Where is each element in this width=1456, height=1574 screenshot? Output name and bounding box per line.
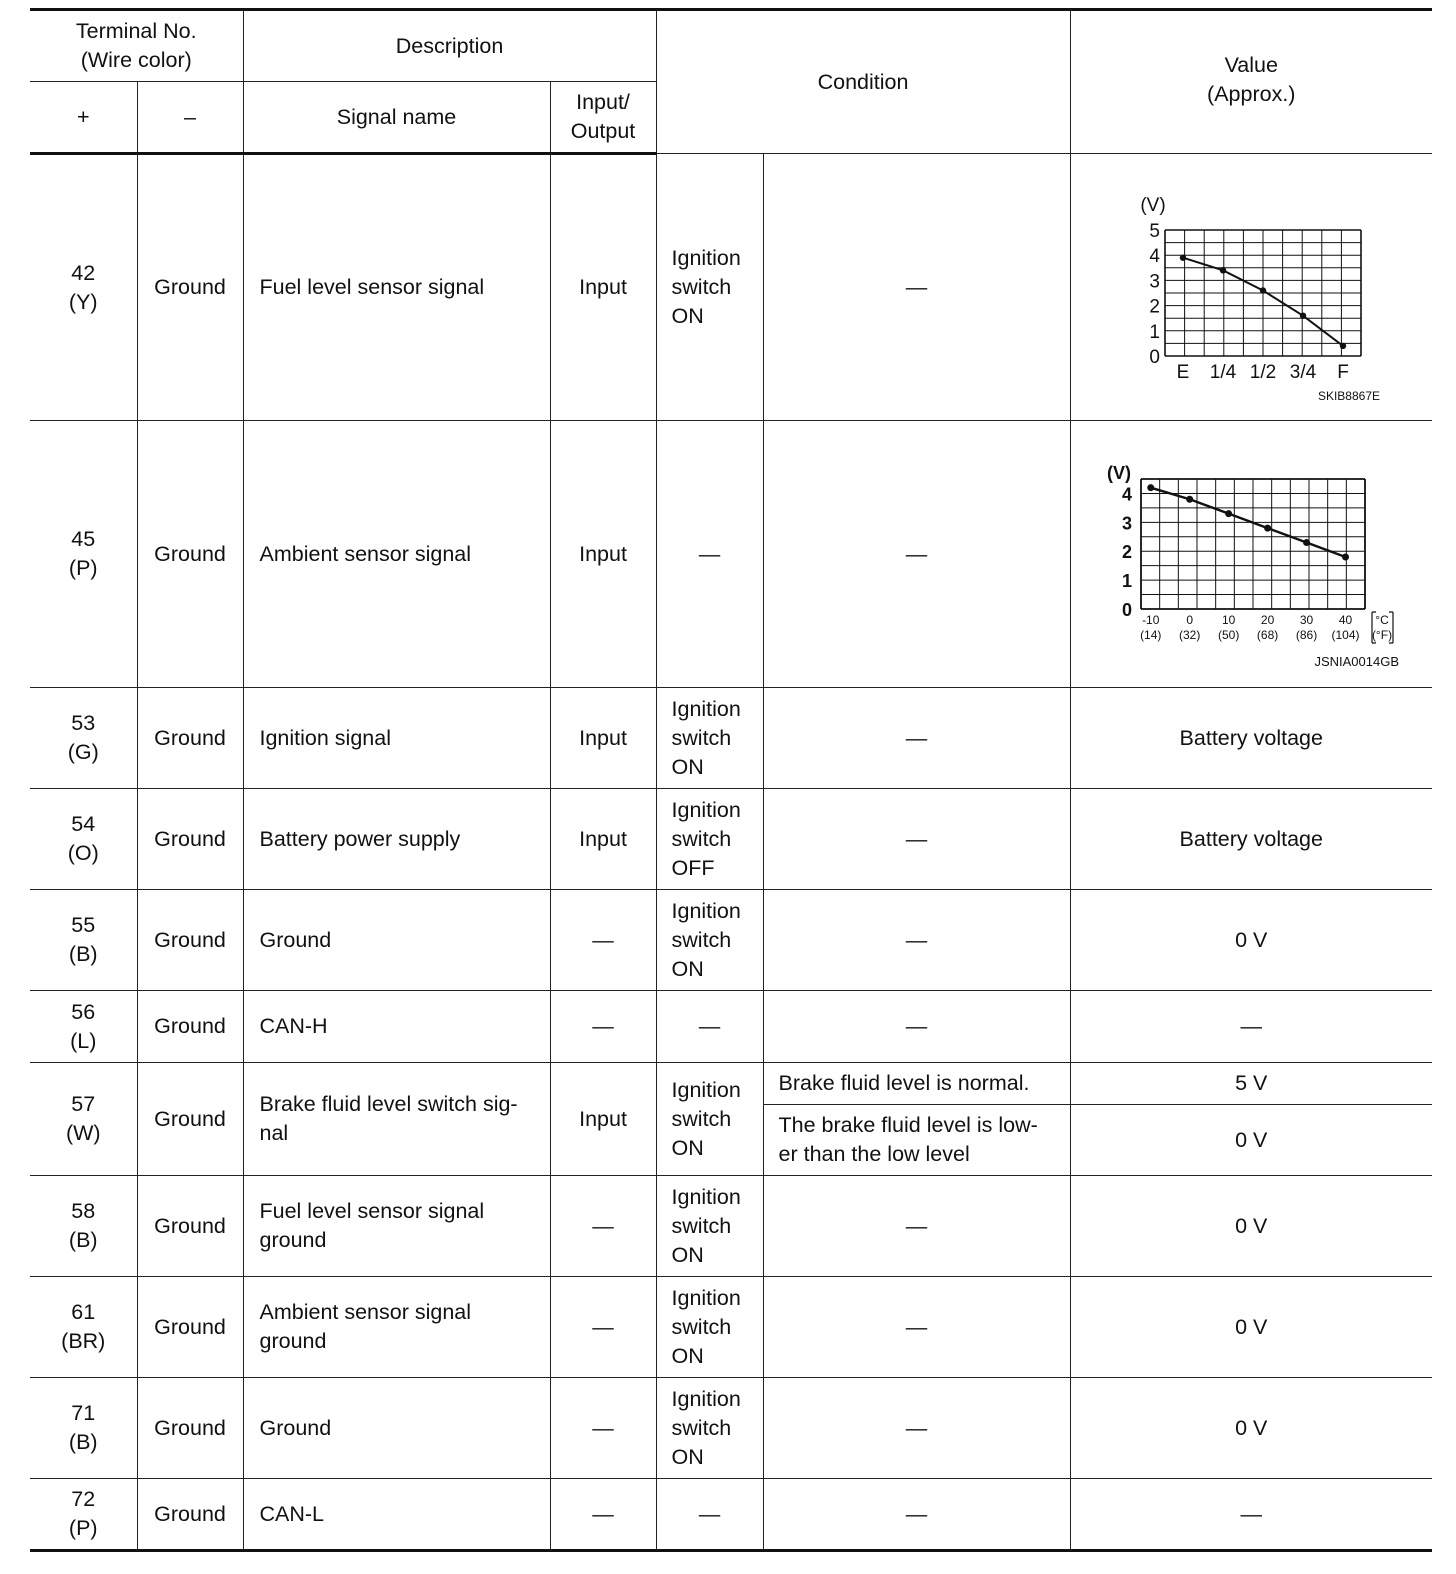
x-tick-label: 1/2 bbox=[1250, 362, 1277, 383]
switch-cell: — bbox=[656, 421, 763, 688]
io-cell: — bbox=[550, 1277, 656, 1378]
figure-code: SKIB8867E bbox=[1318, 389, 1381, 403]
terminal-cell: 54 (O) bbox=[30, 789, 137, 890]
data-point bbox=[1340, 343, 1346, 349]
switch-cell: Ignition switch ON bbox=[656, 1063, 763, 1176]
value-cell: — bbox=[1070, 1479, 1432, 1551]
figure-code: JSNIA0014GB bbox=[1314, 654, 1400, 669]
header-minus: – bbox=[137, 82, 243, 154]
value-cell: Battery voltage bbox=[1070, 789, 1432, 890]
data-point bbox=[1342, 554, 1349, 561]
x-tick-label: 30 bbox=[1300, 613, 1314, 627]
terminal-cell: 56 (L) bbox=[30, 991, 137, 1063]
switch-cell: — bbox=[656, 991, 763, 1063]
x-tick-label: 20 bbox=[1261, 613, 1275, 627]
x-tick-label-f: (68) bbox=[1257, 628, 1279, 642]
header-description: Description bbox=[243, 10, 656, 82]
switch-cell: — bbox=[656, 1479, 763, 1551]
value-cell: — bbox=[1070, 991, 1432, 1063]
fuel-level-chart bbox=[1071, 154, 1431, 412]
io-cell: Input bbox=[550, 688, 656, 789]
value-cell: 0 V bbox=[1070, 1378, 1432, 1479]
switch-cell: Ignition switch ON bbox=[656, 1176, 763, 1277]
data-point bbox=[1225, 510, 1232, 517]
table-row bbox=[30, 789, 1432, 890]
io-cell: — bbox=[550, 991, 656, 1063]
x-tick-label: 1/4 bbox=[1210, 362, 1237, 383]
signal-name-cell: Battery power supply bbox=[243, 789, 550, 890]
table-row bbox=[30, 890, 1432, 991]
x-tick-label: -10 bbox=[1142, 613, 1160, 627]
header-input-output: Input/ Output bbox=[550, 82, 656, 154]
x-tick-label: 3/4 bbox=[1290, 362, 1317, 383]
x-tick-label-f: (32) bbox=[1179, 628, 1201, 642]
y-tick-label: 1 bbox=[1149, 321, 1161, 343]
x-tick-label: 10 bbox=[1222, 613, 1236, 627]
condition-cell: — bbox=[763, 1277, 1070, 1378]
x-tick-label: 40 bbox=[1339, 613, 1353, 627]
y-tick-label: 0 bbox=[1122, 600, 1133, 620]
minus-cell: Ground bbox=[137, 154, 243, 421]
table-row bbox=[30, 688, 1432, 789]
switch-cell: Ignition switch ON bbox=[656, 1378, 763, 1479]
signal-name-cell: Ignition signal bbox=[243, 688, 550, 789]
value-cell-chart-fuel bbox=[1070, 154, 1432, 421]
condition-cell: — bbox=[763, 1479, 1070, 1551]
minus-cell: Ground bbox=[137, 688, 243, 789]
value-cell: 0 V bbox=[1070, 890, 1432, 991]
switch-cell: Ignition switch ON bbox=[656, 1277, 763, 1378]
table-row bbox=[30, 154, 1432, 421]
data-point bbox=[1180, 255, 1186, 261]
condition-cell: — bbox=[763, 1378, 1070, 1479]
value-cell: 0 V bbox=[1070, 1176, 1432, 1277]
signal-name-cell: Ground bbox=[243, 890, 550, 991]
terminal-cell: 72 (P) bbox=[30, 1479, 137, 1551]
signal-name-cell: Brake fluid level switch sig- nal bbox=[243, 1063, 550, 1176]
signal-name-cell: Fuel level sensor signal bbox=[243, 154, 550, 421]
y-tick-label: 5 bbox=[1149, 221, 1161, 242]
condition-cell: — bbox=[763, 688, 1070, 789]
y-tick-label: 3 bbox=[1149, 271, 1161, 293]
x-unit-c: °C bbox=[1375, 613, 1389, 627]
condition-cell: — bbox=[763, 1176, 1070, 1277]
condition-cell: — bbox=[763, 991, 1070, 1063]
x-tick-label-f: (104) bbox=[1331, 628, 1360, 642]
minus-cell: Ground bbox=[137, 1063, 243, 1176]
terminal-cell: 71 (B) bbox=[30, 1378, 137, 1479]
data-point bbox=[1148, 484, 1155, 491]
table-row bbox=[30, 1176, 1432, 1277]
condition-cell-normal: Brake fluid level is normal. bbox=[763, 1063, 1070, 1105]
y-tick-label: 0 bbox=[1149, 347, 1161, 368]
terminal-cell: 45 (P) bbox=[30, 421, 137, 688]
table-row bbox=[30, 1063, 1432, 1105]
io-cell: — bbox=[550, 1479, 656, 1551]
value-cell-low: 0 V bbox=[1070, 1105, 1432, 1176]
terminal-cell: 53 (G) bbox=[30, 688, 137, 789]
table-row bbox=[30, 421, 1432, 688]
y-tick-label: 3 bbox=[1122, 513, 1133, 534]
signal-name-cell: Fuel level sensor signal ground bbox=[243, 1176, 550, 1277]
switch-cell: Ignition switch ON bbox=[656, 688, 763, 789]
condition-cell: — bbox=[763, 154, 1070, 421]
minus-cell: Ground bbox=[137, 1378, 243, 1479]
data-point bbox=[1264, 525, 1271, 532]
x-tick-label-f: (86) bbox=[1296, 628, 1318, 642]
x-tick-label: E bbox=[1176, 362, 1190, 383]
y-axis-label: (V) bbox=[1140, 195, 1166, 216]
y-tick-label: 1 bbox=[1122, 571, 1133, 592]
condition-cell: — bbox=[763, 890, 1070, 991]
terminal-cell: 42 (Y) bbox=[30, 154, 137, 421]
table-row bbox=[30, 991, 1432, 1063]
value-cell-normal: 5 V bbox=[1070, 1063, 1432, 1105]
data-point bbox=[1260, 287, 1266, 293]
io-cell: — bbox=[550, 1176, 656, 1277]
y-tick-label: 4 bbox=[1149, 246, 1161, 268]
header-value: Value (Approx.) bbox=[1070, 10, 1432, 154]
io-cell: Input bbox=[550, 421, 656, 688]
terminal-spec-table bbox=[30, 8, 1432, 1552]
y-tick-label: 2 bbox=[1149, 296, 1161, 318]
x-tick-label: 0 bbox=[1186, 613, 1194, 627]
minus-cell: Ground bbox=[137, 1479, 243, 1551]
switch-cell: Ignition switch ON bbox=[656, 890, 763, 991]
value-cell: Battery voltage bbox=[1070, 688, 1432, 789]
io-cell: — bbox=[550, 890, 656, 991]
data-point bbox=[1220, 267, 1226, 273]
signal-name-cell: CAN-H bbox=[243, 991, 550, 1063]
minus-cell: Ground bbox=[137, 1176, 243, 1277]
switch-cell: Ignition switch ON bbox=[656, 154, 763, 421]
ambient-sensor-chart bbox=[1071, 421, 1431, 679]
data-point bbox=[1186, 496, 1193, 503]
signal-name-cell: Ambient sensor signal ground bbox=[243, 1277, 550, 1378]
terminal-cell: 61 (BR) bbox=[30, 1277, 137, 1378]
minus-cell: Ground bbox=[137, 890, 243, 991]
header-signal-name: Signal name bbox=[243, 82, 550, 154]
minus-cell: Ground bbox=[137, 1277, 243, 1378]
value-cell: 0 V bbox=[1070, 1277, 1432, 1378]
table-row bbox=[30, 1378, 1432, 1479]
switch-cell: Ignition switch OFF bbox=[656, 789, 763, 890]
signal-name-cell: Ambient sensor signal bbox=[243, 421, 550, 688]
table-row bbox=[30, 1479, 1432, 1551]
data-point bbox=[1300, 312, 1306, 318]
x-tick-label: F bbox=[1337, 362, 1350, 383]
io-cell: Input bbox=[550, 1063, 656, 1176]
condition-cell: — bbox=[763, 789, 1070, 890]
x-tick-label-f: (14) bbox=[1140, 628, 1162, 642]
terminal-cell: 57 (W) bbox=[30, 1063, 137, 1176]
signal-name-cell: CAN-L bbox=[243, 1479, 550, 1551]
value-cell-chart-ambient bbox=[1070, 421, 1432, 688]
y-axis-label: (V) bbox=[1107, 463, 1132, 483]
minus-cell: Ground bbox=[137, 421, 243, 688]
io-cell: Input bbox=[550, 789, 656, 890]
header-condition: Condition bbox=[656, 10, 1070, 154]
x-unit-f: (°F) bbox=[1372, 628, 1393, 642]
header-plus: + bbox=[30, 82, 137, 154]
io-cell: Input bbox=[550, 154, 656, 421]
condition-cell-low: The brake fluid level is low- er than the low level bbox=[763, 1105, 1070, 1176]
minus-cell: Ground bbox=[137, 991, 243, 1063]
terminal-cell: 58 (B) bbox=[30, 1176, 137, 1277]
terminal-cell: 55 (B) bbox=[30, 890, 137, 991]
y-tick-label: 4 bbox=[1122, 484, 1133, 505]
io-cell: — bbox=[550, 1378, 656, 1479]
header-terminal: Terminal No. (Wire color) bbox=[30, 10, 243, 82]
table-row bbox=[30, 1277, 1432, 1378]
signal-name-cell: Ground bbox=[243, 1378, 550, 1479]
data-point bbox=[1303, 539, 1310, 546]
y-tick-label: 2 bbox=[1122, 542, 1133, 563]
x-tick-label-f: (50) bbox=[1218, 628, 1240, 642]
condition-cell: — bbox=[763, 421, 1070, 688]
minus-cell: Ground bbox=[137, 789, 243, 890]
